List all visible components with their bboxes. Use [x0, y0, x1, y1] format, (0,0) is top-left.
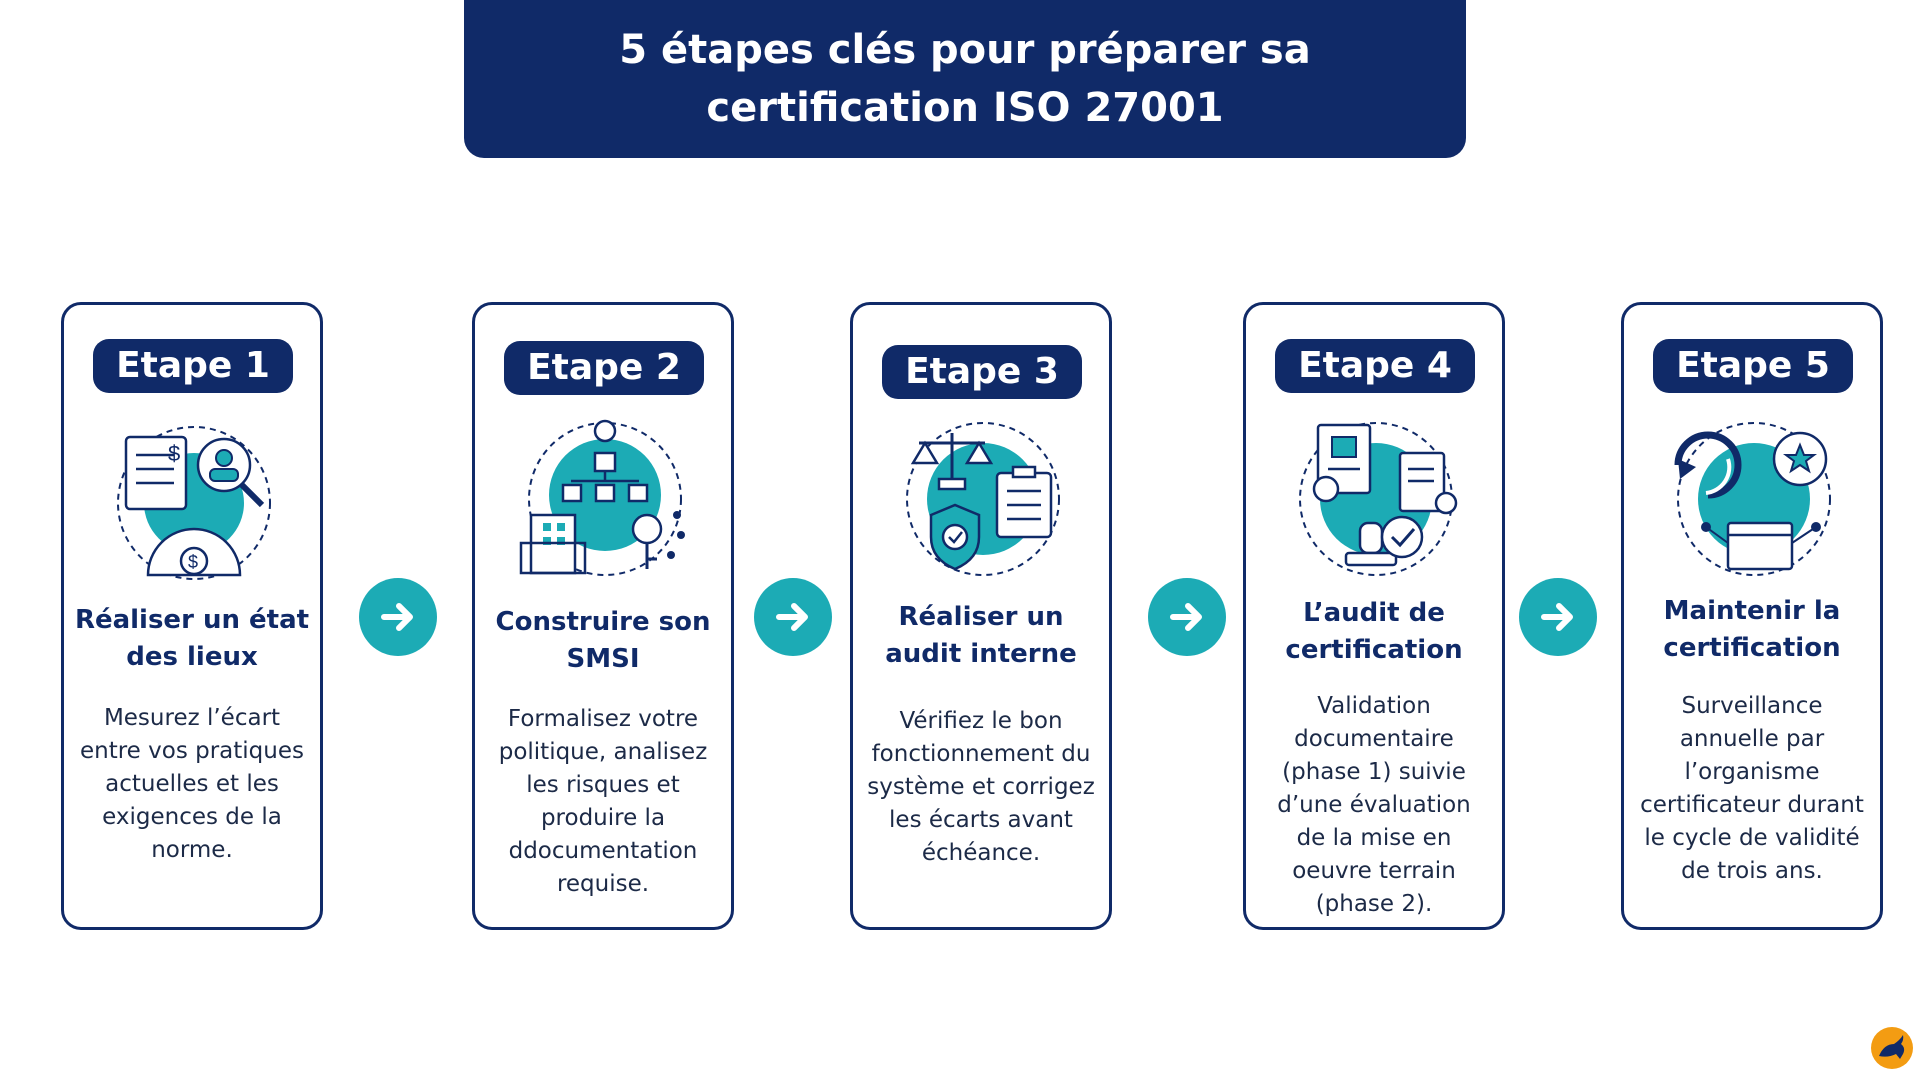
step-card-3: [850, 302, 1112, 930]
step-card-4: [1243, 302, 1505, 930]
assessment-icon: [106, 425, 282, 585]
step-description-3: Vérifiez le bon fonctionnement du système et corrigez les écarts avant échéance.: [867, 708, 1095, 866]
step-badge-4: Etape 4: [1275, 339, 1475, 393]
step-title-2: Construire son SMSI: [495, 607, 711, 674]
step-description-4: Validation documentaire (phase 1) suivie d’une évaluation de la mise en oeuvre terrain (phase 2).: [1277, 693, 1471, 917]
arrow-right-icon: [1519, 578, 1597, 656]
arrow-right-icon: [754, 578, 832, 656]
step-badge-1: Etape 1: [93, 339, 293, 393]
step-description-2: Formalisez votre politique, analisez les risques et produire la ddocumentation requise.: [498, 706, 708, 897]
arrow-right-icon: [1148, 578, 1226, 656]
step-title-1: Réaliser un état des lieux: [74, 605, 310, 672]
step-description-1: Mesurez l’écart entre vos pratiques actuelles et les exigences de la norme.: [79, 705, 304, 863]
page-title: 5 étapes clés pour préparer sa certification ISO 27001: [619, 27, 1311, 131]
arrow-right-icon: [359, 578, 437, 656]
internal-audit-icon: [895, 419, 1071, 579]
step-description-5: Surveillance annuelle par l’organisme certificateur durant le cycle de validité de trois ans.: [1640, 693, 1864, 884]
maintenance-cycle-icon: [1666, 419, 1842, 579]
step-title-3: Réaliser un audit interne: [885, 602, 1077, 669]
certification-audit-icon: [1288, 419, 1464, 579]
step-card-5: [1621, 302, 1883, 930]
step-badge-5: Etape 5: [1653, 339, 1853, 393]
svg-text:$: $: [168, 441, 181, 466]
organization-structure-icon: [517, 419, 693, 579]
svg-text:$: $: [188, 552, 199, 572]
step-card-1: [61, 302, 323, 930]
step-card-2: [472, 302, 734, 930]
step-title-4: L’audit de certification: [1285, 598, 1463, 665]
step-badge-2: Etape 2: [504, 341, 704, 395]
title-banner: [464, 0, 1466, 158]
step-badge-3: Etape 3: [882, 345, 1082, 399]
kangaroo-logo-icon: [1870, 1026, 1914, 1070]
step-title-5: Maintenir la certification: [1663, 596, 1841, 663]
